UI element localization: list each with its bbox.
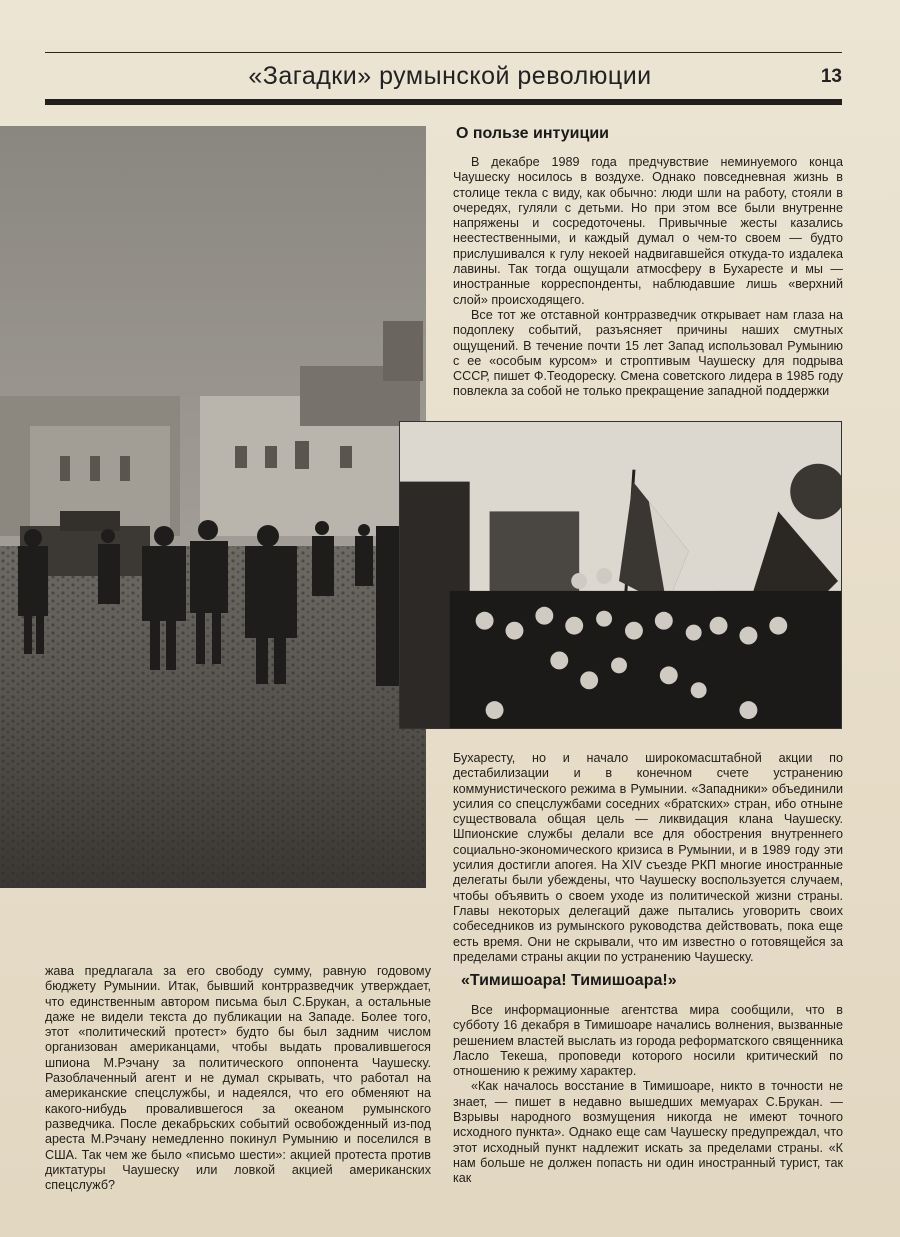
page-number: 13 xyxy=(820,66,842,87)
header-rule-thick xyxy=(45,99,842,105)
crowd-flags-photo xyxy=(399,421,842,729)
section-title-timisoara: «Тимишоара! Тимишоара!» xyxy=(461,972,677,989)
paragraph: В декабре 1989 года предчувствие неминуемого конца Чаушеску носилось в воздухе. Однако повседневная жизнь в столице текла с виду, как обычно: люди шли на работу, стояли в очередях, гуляли с детьми. Но при этом все были внутренне напряжены и сосредоточены. Привычные жесты казались неестественными, и каждый думал о чем-то своем — будто прислушивался к гулу некоей надвигавшейся откуда-то издалека лавины. Так тогда ощущали атмосферу в Бухаресте и мы — иностранные корреспонденты, наблюдавшие лишь «верхний слой» происходящего. xyxy=(453,155,843,307)
page-header-title: «Загадки» румынской революции xyxy=(248,62,652,90)
paragraph: Все тот же отставной контрразведчик открывает нам глаза на подоплеку событий, разъясняет причины наших смутных ощущений. В течение почти 15 лет Запад использовал Румынию с ее «особым курсом» и строптивым Чаушеску для подрыва СССР, пишет Ф.Теодореску. Смена советского лидера в 1985 году повлекла за собой не только прекращение западной поддержки xyxy=(453,307,843,399)
street-crowd-photo xyxy=(0,126,426,888)
section-title-intuition: О пользе интуиции xyxy=(456,125,609,142)
article-column-top-right xyxy=(453,155,843,400)
paragraph: Все информационные агентства мира сообщили, что в субботу 16 декабря в Тимишоаре начались волнения, вызванные решением властей выслать из города реформатского священника Ласло Текеша, проповеди которого носили критический по отношению к режиму характер. xyxy=(453,1003,843,1079)
paragraph-continuation: Бухаресту, но и начало широкомасштабной акции по дестабилизации и в конечном счете устранению коммунистического режима в Румынии. «Западники» объединили усилия со спецслужбами соседних «братских» стран, ибо отныне существовала общая цель — ликвидация клана Чаушеску. Шпионские службы делали все для обострения внутреннего социально-экономического кризиса в Румынии, и в 1989 году эти усилия достигли апогея. На XIV съезде РКП многие иностранные делегаты были убеждены, что Чаушеску воспользуется случаем, чтобы объявить о своем уходе из политической жизни страны. Главы некоторых делегаций даже пытались уговорить своих собеседников из румынского руководства действовать, пока еще есть время. Они не скрывали, что им известно о готовящейся за пределами страны акции по устранению Чаушеску. xyxy=(453,751,843,964)
article-column-mid-right xyxy=(453,751,843,965)
paragraph-continuation: жава предлагала за его свободу сумму, равную годовому бюджету Румынии. Итак, бывший контрразведчик утверждает, что единственным автором письма был С.Брукан, а остальные даже не видели текста до публикации на Западе. Более того, этот «политический протест» будто бы был задним числом организован американцами, чтобы выдать провалившегося шпиона М.Рэчану за политического оппонента Чаушеску. Разоблаченный агент и не думал скрывать, что работал на американские спецслужбы, и надеялся, что его обменяют на какого-нибудь провалившегося за океаном румынского разведчика. После декабрьских событий освобожденный из-под ареста М.Рэчану немедленно покинул Румынию и поселился в США. Так чем же было «письмо шести»: акцией протеста против диктатуры Чаушеску или ловкой акцией американских спецслужб? xyxy=(45,964,431,1193)
paragraph: «Как началось восстание в Тимишоаре, никто в точности не знает, — пишет в недавно вышедших мемуарах С.Брукан. — Взрывы народного возмущения никогда не имеют точного исходного пункта». Однако еще сам Чаушеску предупреждал, что этот исходный пункт надлежит искать за пределами страны. «К нам больше не должен попасть ни один иностранный турист, так как xyxy=(453,1079,843,1186)
header-rule-thin xyxy=(45,52,842,53)
article-column-bottom-right xyxy=(453,1003,843,1187)
article-column-bottom-left xyxy=(45,964,431,1193)
